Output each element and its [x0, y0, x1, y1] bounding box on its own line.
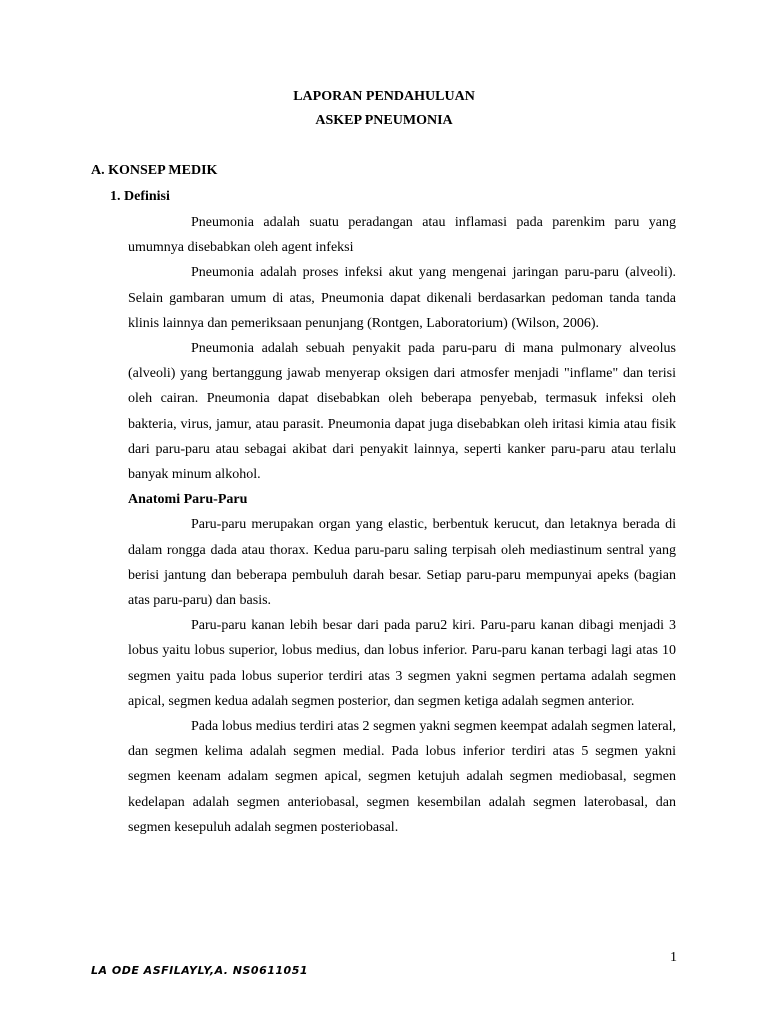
paragraph-anatomy-1: Paru-paru merupakan organ yang elastic, berbentuk kerucut, dan letaknya berada di dalam rongga dada atau thorax. Kedua paru-paru saling terpisah oleh mediastinum sentral yang berisi jantung dan beberapa pembuluh darah besar. Setiap paru-paru mempunyai apeks (bagian atas paru-paru) dan basis.	[128, 517, 676, 609]
page-number: 1	[670, 950, 677, 965]
paragraph-definition-3: Pneumonia adalah sebuah penyakit pada paru-paru di mana pulmonary alveolus (alveoli) yang bertanggung jawab menyerap oksigen dari atmosfer menjadi "inflame" dan terisi oleh cairan. Pneumonia dapat disebabkan oleh beberapa penyebab, termasuk infeksi oleh bakteria, virus, jamur, atau parasit. Pneumonia dapat juga disebabkan oleh iritasi kimia atau fisik dari paru-paru atau sebagai akibat dari penyakit lainnya, seperti kanker paru-paru atau terlalu banyak minum alkohol.	[128, 341, 676, 483]
anatomy-heading: Anatomi Paru-Paru	[128, 492, 248, 508]
paragraph-anatomy-2: Paru-paru kanan lebih besar dari pada paru2 kiri. Paru-paru kanan dibagi menjadi 3 lobus yaitu lobus superior, lobus medius, dan lobus inferior. Paru-paru kanan terbagi lagi atas 10 segmen yaitu pada lobus superior terdiri atas 3 segmen yakni segmen pertama adalah segmen apical, segmen kedua adalah segmen posterior, dan segmen ketiga adalah segmen anterior.	[128, 618, 676, 709]
subsection-heading-definisi: 1. Definisi	[110, 189, 170, 204]
section-heading-konsep-medik: A. KONSEP MEDIK	[91, 163, 218, 178]
paragraph-definition-2: Pneumonia adalah proses infeksi akut yang mengenai jaringan paru-paru (alveoli). Selain gambaran umum di atas, Pneumonia dapat dikenali berdasarkan pedoman tanda tanda klinis lainnya dan pemeriksaan penunjang (Rontgen, Laboratorium) (Wilson, 2006).	[128, 265, 676, 331]
paragraph-anatomy-3: Pada lobus medius terdiri atas 2 segmen yakni segmen keempat adalah segmen lateral, dan segmen kelima adalah segmen medial. Pada lobus inferior terdiri atas 5 segmen yakni segmen keenam adalam segmen apical, segmen ketujuh adalah segmen mediobasal, segmen kedelapan adalah segmen anteriobasal, segmen kesembilan adalah segmen laterobasal, dan segmen kesepuluh adalah segmen posteriobasal.	[128, 719, 676, 835]
document-title: LAPORAN PENDAHULUAN	[293, 89, 475, 104]
body-text	[128, 210, 676, 840]
paragraph-definition-1: Pneumonia adalah suatu peradangan atau inflamasi pada parenkim paru yang umumnya disebabkan oleh agent infeksi	[128, 215, 676, 256]
footer-author: LA ODE ASFILAYLY,A. NS0611051	[91, 964, 308, 977]
document-subtitle: ASKEP PNEUMONIA	[315, 113, 453, 128]
